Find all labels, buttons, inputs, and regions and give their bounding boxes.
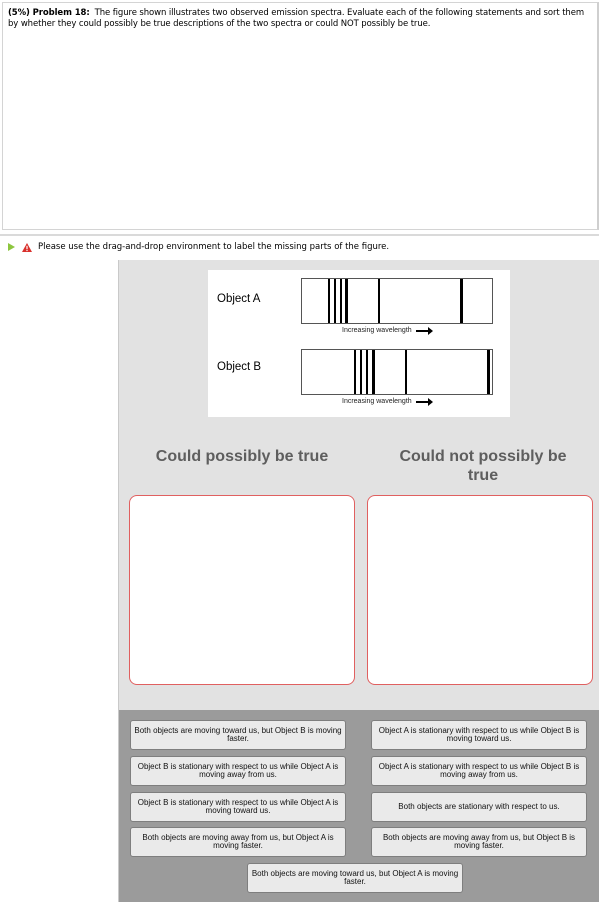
spectral-line <box>334 279 336 323</box>
problem-statement <box>8 8 593 30</box>
statement-chip[interactable]: Both objects are moving toward us, but Object B is moving faster. <box>130 720 346 750</box>
play-icon[interactable] <box>8 243 15 251</box>
warning-icon <box>22 243 32 252</box>
spectra-figure <box>208 270 510 417</box>
could-possibly-be-true-dropzone[interactable] <box>129 495 355 685</box>
statement-chip[interactable]: Object A is stationary with respect to us while Object B is moving away from us. <box>371 756 587 786</box>
object-a-label: Object A <box>217 293 261 305</box>
wavelength-label-b <box>342 398 430 405</box>
spectral-line <box>372 350 375 394</box>
problem-panel <box>2 2 599 230</box>
arrow-right-icon <box>416 330 430 332</box>
spectral-line <box>378 279 380 323</box>
spectral-line <box>405 350 407 394</box>
statement-chip[interactable]: Object A is stationary with respect to us while Object B is moving toward us. <box>371 720 587 750</box>
section-divider <box>0 234 599 236</box>
spectral-line <box>360 350 362 394</box>
instruction-row <box>8 240 389 254</box>
statement-chip[interactable]: Both objects are stationary with respect to us. <box>371 792 587 822</box>
possible-heading: Could possibly be true <box>155 448 329 465</box>
not-possible-heading: Could not possibly be true <box>399 448 567 484</box>
spectral-line <box>487 350 490 394</box>
could-not-possibly-be-true-dropzone[interactable] <box>367 495 593 685</box>
problem-text: The figure shown illustrates two observed emission spectra. Evaluate each of the following statements and sort them by whether they could possibly be true descriptions of the two spectra or could NOT possibly be true. <box>8 8 585 29</box>
spectral-line <box>340 279 342 323</box>
statement-chip[interactable]: Object B is stationary with respect to us while Object A is moving away from us. <box>130 756 346 786</box>
spectral-line <box>328 279 330 323</box>
object-b-label: Object B <box>217 361 262 373</box>
instruction-text: Please use the drag-and-drop environment to label the missing parts of the figure. <box>38 242 390 252</box>
wavelength-label-a-text: Increasing wavelength <box>342 327 412 334</box>
statement-chip[interactable]: Both objects are moving away from us, but Object B is moving faster. <box>371 827 587 857</box>
object-b-spectrum <box>301 349 493 395</box>
statement-chip[interactable]: Object B is stationary with respect to us while Object A is moving toward us. <box>130 792 346 822</box>
object-a-spectrum <box>301 278 493 324</box>
drag-drop-environment <box>118 260 599 902</box>
spectral-line <box>366 350 368 394</box>
spectral-line <box>354 350 356 394</box>
statement-chip[interactable]: Both objects are moving toward us, but Object A is moving faster. <box>247 863 463 893</box>
wavelength-label-b-text: Increasing wavelength <box>342 398 412 405</box>
wavelength-label-a <box>342 327 430 334</box>
statement-chip[interactable]: Both objects are moving away from us, but Object A is moving faster. <box>130 827 346 857</box>
arrow-right-icon <box>416 401 430 403</box>
statement-tray <box>119 710 599 902</box>
problem-number: (5%) Problem 18: <box>8 8 90 18</box>
spectral-line <box>345 279 348 323</box>
spectral-line <box>460 279 463 323</box>
